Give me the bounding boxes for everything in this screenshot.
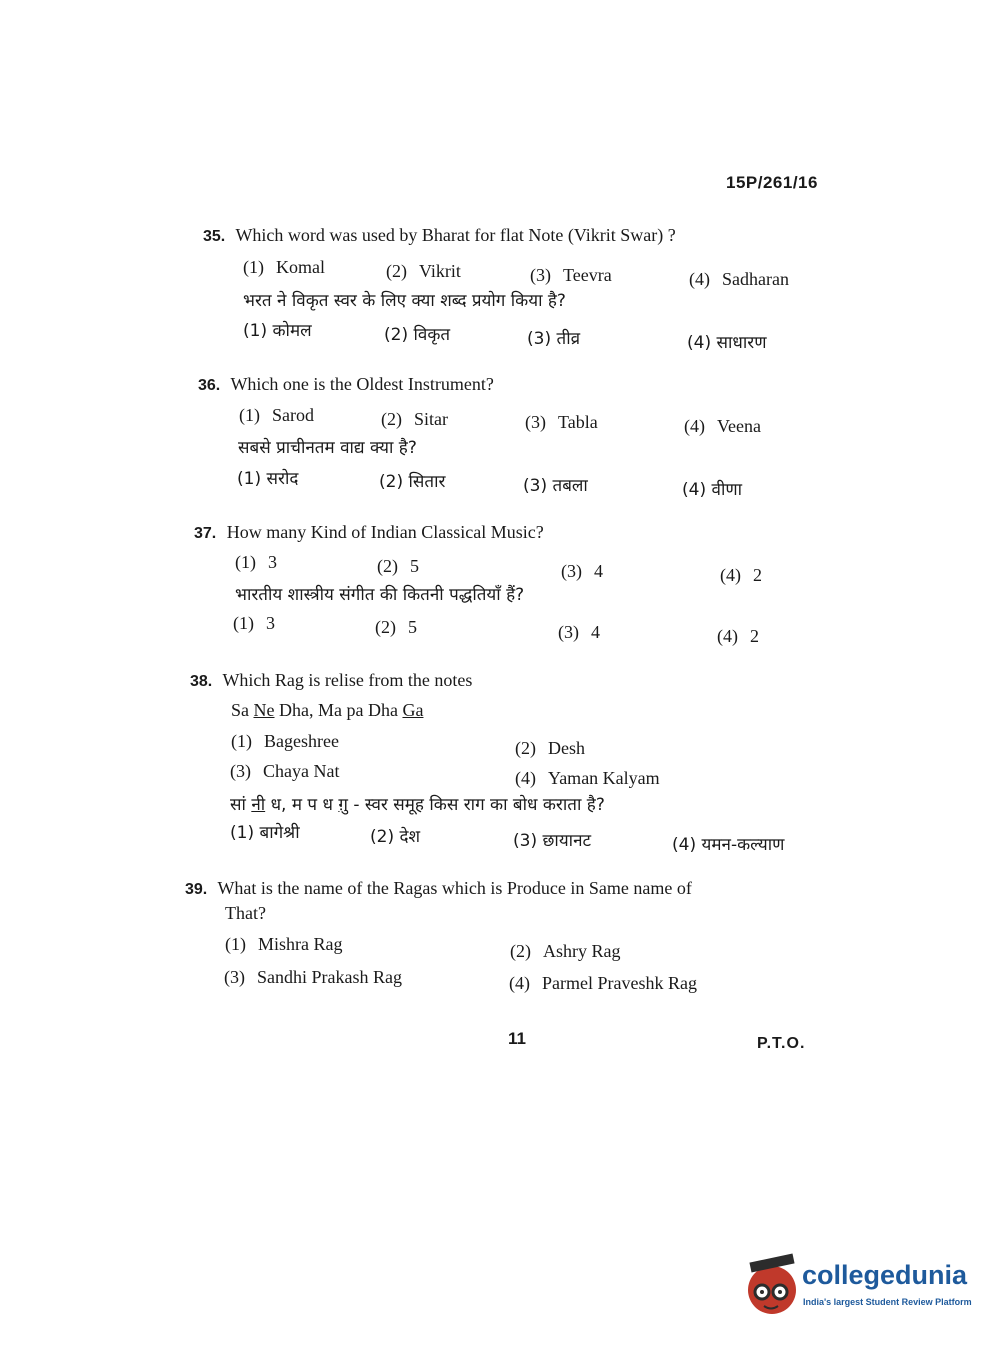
- option-hindi: (2) सितार: [379, 472, 446, 492]
- question-text-hindi: सबसे प्राचीनतम वाद्य क्या है?: [238, 438, 417, 458]
- option: (4) Sadharan: [689, 269, 789, 289]
- option-hindi: (1) सरोद: [237, 469, 299, 489]
- option-hindi: (2) देश: [370, 827, 421, 847]
- logo-tagline: India's largest Student Review Platform: [803, 1297, 972, 1307]
- option: (3) Sandhi Prakash Rag: [224, 967, 402, 987]
- option: (4) Yaman Kalyam: [515, 768, 660, 788]
- question-number: 38.: [190, 673, 213, 690]
- question-37: [194, 521, 544, 545]
- option-hindi: (2) विकृत: [384, 325, 451, 345]
- question-text-hindi: सां नी ध, म प ध ग़ु - स्वर समूह किस राग का बोध कराता है?: [230, 795, 605, 815]
- option: (1) Bageshree: [231, 731, 339, 751]
- option: (4) 2: [720, 565, 762, 585]
- question-text: What is the name of the Ragas which is Produce in Same name of: [217, 878, 692, 898]
- question-number: 37.: [194, 525, 217, 542]
- option-hindi: (3) तीव्र: [527, 329, 581, 349]
- option: (2) Vikrit: [386, 261, 461, 281]
- question-39: [185, 877, 825, 901]
- option: (3) Teevra: [530, 265, 612, 285]
- option-hindi: (4) 2: [717, 626, 759, 646]
- question-38: [190, 669, 472, 693]
- option-hindi: (3) 4: [558, 622, 600, 642]
- option-hindi: (1) 3: [233, 613, 275, 633]
- option: (2) Sitar: [381, 409, 448, 429]
- option: (1) Komal: [243, 257, 325, 277]
- option: (1) 3: [235, 552, 277, 572]
- option-hindi: (4) वीणा: [682, 480, 743, 500]
- option-hindi: (4) यमन-कल्याण: [672, 835, 785, 855]
- question-text: Which Rag is relise from the notes: [222, 670, 473, 690]
- option: (2) Ashry Rag: [510, 941, 621, 961]
- question-text: Which one is the Oldest Instrument?: [230, 374, 494, 394]
- question-number: 39.: [185, 881, 208, 898]
- notes-line: Sa Ne Dha, Ma pa Dha Ga: [231, 700, 424, 720]
- question-text-hindi: भारतीय शास्त्रीय संगीत की कितनी पद्धतियाँ हैं?: [235, 585, 525, 605]
- option-hindi: (3) छायानट: [513, 831, 592, 851]
- option: (2) Desh: [515, 738, 585, 758]
- question-36: [198, 373, 494, 397]
- question-number: 35.: [203, 228, 226, 245]
- option-hindi: (1) कोमल: [243, 321, 312, 341]
- option-hindi: (1) बागेश्री: [230, 823, 300, 843]
- paper-code: 15P/261/16: [726, 173, 818, 192]
- option-hindi: (3) तबला: [523, 476, 588, 496]
- question-text: How many Kind of Indian Classical Music?: [226, 522, 544, 542]
- option: (3) Chaya Nat: [230, 761, 340, 781]
- question-text-cont: That?: [225, 903, 266, 923]
- option: (1) Sarod: [239, 405, 314, 425]
- page-number: 11: [508, 1029, 526, 1048]
- option: (4) Veena: [684, 416, 761, 436]
- question-text: Which word was used by Bharat for flat Note (Vikrit Swar) ?: [235, 225, 676, 245]
- logo-name: collegedunia: [802, 1260, 968, 1290]
- question-35: [203, 224, 676, 248]
- option-hindi: (2) 5: [375, 617, 417, 637]
- pto-label: P.T.O.: [757, 1035, 806, 1052]
- option: (4) Parmel Praveshk Rag: [509, 973, 697, 993]
- question-text-hindi: भरत ने विकृत स्वर के लिए क्या शब्द प्रयोग किया है?: [243, 291, 566, 311]
- option: (3) Tabla: [525, 412, 598, 432]
- collegedunia-logo: [742, 1250, 972, 1320]
- option: (3) 4: [561, 561, 603, 581]
- option: (2) 5: [377, 556, 419, 576]
- question-number: 36.: [198, 377, 221, 394]
- option-hindi: (4) साधारण: [687, 333, 767, 353]
- mascot-icon: [742, 1250, 802, 1320]
- option: (1) Mishra Rag: [225, 934, 343, 954]
